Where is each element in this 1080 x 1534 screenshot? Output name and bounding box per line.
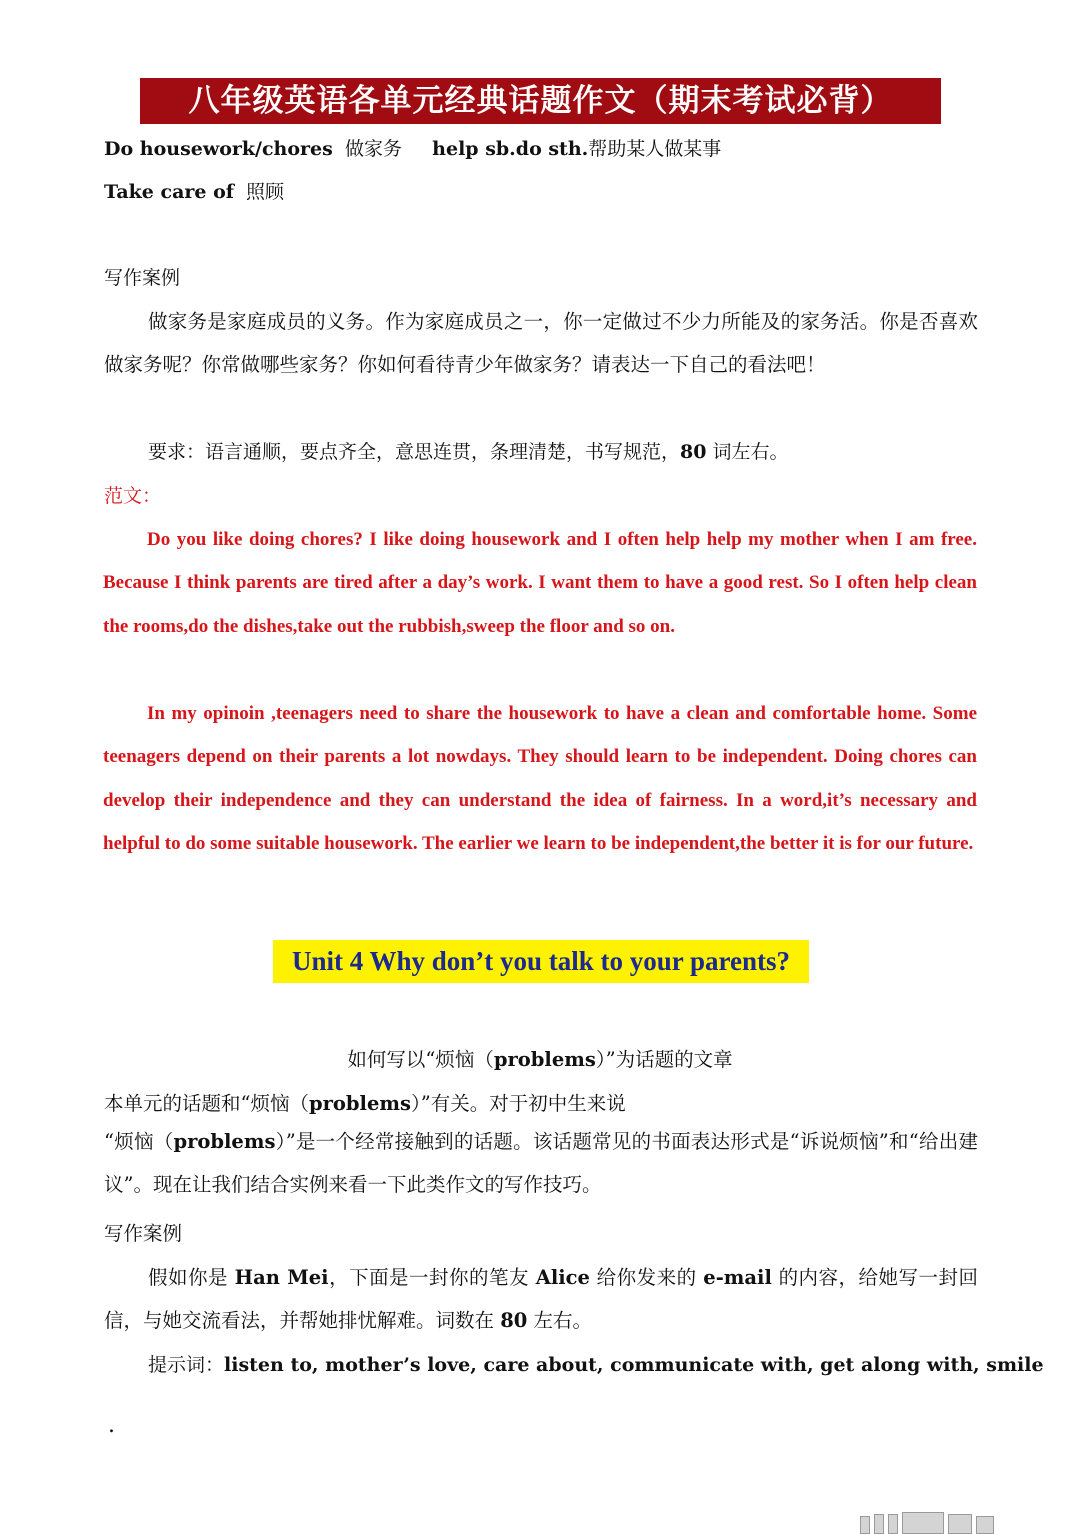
writing-task [104,1256,978,1343]
hint-words: listen to, mother’s love, care about, communicate with, get along with, smile [224,1354,1044,1376]
intro-part: ）”是一个经常接触到的话题。该话题常见的书面表达形式是“诉说烦恼”和“给出建议”。现在让我们结合实例来看一下此类作文的写作技巧。 [104,1130,978,1197]
trailing-dot: . [108,1413,115,1438]
topic-intro-line-1 [104,1090,626,1118]
section-heading-2: 写作案例 [104,1222,183,1245]
vocab-en-2: help sb.do sth. [432,138,589,160]
requirements [148,438,789,466]
task-part: 的内容，给她写一封回信，与她交流看法，并帮她排忧解难。词数在 [104,1266,978,1333]
hint-label: 提示词： [148,1354,225,1376]
watermark-mark [948,1514,972,1534]
task-part: 左右。 [527,1309,593,1333]
requirements-text: 要求：语言通顺，要点齐全，意思连贯，条理清楚，书写规范， [148,441,681,463]
intro-term: problems [308,1092,411,1115]
intro-part: “烦恼（ [104,1130,174,1153]
task-part: 假如你是 [148,1266,235,1289]
task-part: ，下面是一封你的笔友 [328,1266,536,1289]
topic-subtitle [0,1046,1080,1074]
vocab-en: Take care of [104,181,234,203]
intro-term: problems [173,1130,276,1153]
subtitle-part: ）”为话题的文章 [595,1048,733,1071]
model-essay-paragraph-2: In my opinoin ,teenagers need to share the housework to have a clean and comfortable home. Some teenagers depend on their parents a lot nowdays. They should learn to be independent. Doing chores can develop their independence and they can understand the idea of fairness. In a word,it’s necessary and helpful to do some suitable housework. The earlier we learn to be independent,the better it is for our future. [103,703,977,855]
task-name: Alice [535,1266,590,1289]
topic-intro-paragraph [104,1120,978,1207]
task-number: 80 [500,1309,528,1333]
word-count: 80 [680,441,707,463]
watermark-mark [976,1516,994,1534]
vocab-line-1 [104,135,721,163]
watermark-mark [860,1516,870,1534]
watermark-mark [902,1512,944,1534]
watermark-logo [860,1494,994,1534]
watermark-mark [874,1514,884,1534]
watermark-mark [888,1514,898,1534]
vocab-cn-2: 帮助某人做某事 [588,138,722,160]
intro-part: ）”有关。对于初中生来说 [410,1092,626,1115]
section-heading: 写作案例 [104,267,181,289]
model-essay-paragraph-1: Do you like doing chores? I like doing housework and I often help help my mother when I am free. Because I think parents are tired after a day’s work. I want them to have a good rest. So I often help clean the rooms,do the dishes,take out the rubbish,sweep the floor and so on. [103,529,977,637]
vocab-cn: 照顾 [246,181,285,203]
subtitle-term: problems [493,1048,596,1071]
vocab-cn: 做家务 [344,138,402,160]
unit-title: Unit 4 Why don’t you talk to your parents? [273,940,809,983]
hint-words-line [148,1351,1044,1379]
task-term: e-mail [703,1266,772,1289]
task-name: Han Mei [234,1266,329,1289]
requirements-suffix: 词左右。 [712,441,789,463]
page-title: 八年级英语各单元经典话题作文（期末考试必背） [140,78,941,124]
vocab-line-2 [104,178,284,206]
vocab-en: Do housework/chores [104,138,333,160]
task-part: 给你发来的 [589,1266,704,1289]
intro-part: 本单元的话题和“烦恼（ [104,1092,309,1115]
subtitle-part: 如何写以“烦恼（ [347,1048,494,1071]
writing-prompt: 做家务是家庭成员的义务。作为家庭成员之一，你一定做过不少力所能及的家务活。你是否喜欢做家务呢？你常做哪些家务？你如何看待青少年做家务？请表达一下自己的看法吧！ [104,310,978,377]
model-essay-label: 范文： [104,485,162,507]
